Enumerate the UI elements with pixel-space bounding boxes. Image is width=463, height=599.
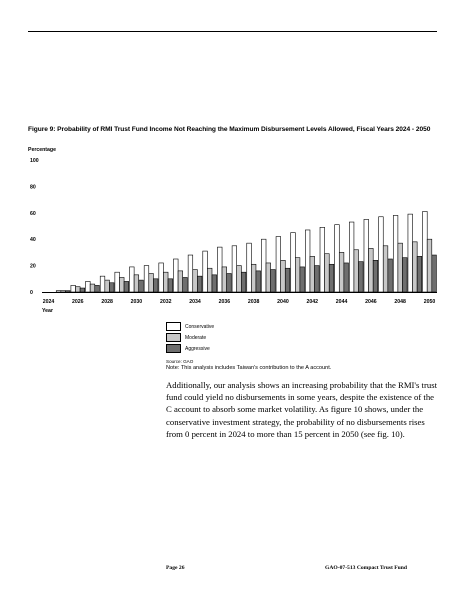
y-tick-label: 80 bbox=[30, 184, 36, 191]
x-tick-label: 2034 bbox=[189, 299, 201, 305]
legend-swatch-aggressive bbox=[166, 344, 181, 353]
bar-conservative-2040 bbox=[276, 237, 281, 292]
bar-moderate-2036 bbox=[222, 267, 227, 292]
bar-aggressive-2038 bbox=[256, 271, 261, 292]
bar-aggressive-2030 bbox=[139, 280, 144, 292]
bar-aggressive-2037 bbox=[241, 272, 246, 292]
bar-aggressive-2031 bbox=[153, 279, 158, 292]
bar-aggressive-2032 bbox=[168, 279, 173, 292]
bar-aggressive-2047 bbox=[388, 259, 393, 292]
x-tick-label: 2040 bbox=[277, 299, 289, 305]
bar-conservative-2025 bbox=[56, 291, 61, 292]
bar-moderate-2047 bbox=[383, 246, 388, 292]
bar-conservative-2027 bbox=[86, 281, 91, 292]
y-tick-label: 100 bbox=[30, 158, 39, 164]
footer-page-number: Page 26 bbox=[166, 565, 185, 571]
bar-conservative-2030 bbox=[130, 267, 135, 292]
legend-label-moderate: Moderate bbox=[185, 335, 207, 341]
bar-aggressive-2048 bbox=[402, 258, 407, 292]
legend-label-aggressive: Aggressive bbox=[185, 346, 210, 352]
bar-moderate-2038 bbox=[251, 264, 256, 292]
bar-aggressive-2050 bbox=[432, 255, 437, 292]
bar-moderate-2046 bbox=[369, 248, 374, 292]
bar-moderate-2039 bbox=[266, 263, 271, 292]
y-tick-labels bbox=[30, 158, 39, 296]
bar-conservative-2050 bbox=[423, 211, 428, 292]
y-tick-label: 40 bbox=[30, 237, 36, 244]
bar-moderate-2033 bbox=[178, 271, 183, 292]
bar-moderate-2034 bbox=[193, 270, 198, 292]
bar-aggressive-2043 bbox=[329, 264, 334, 292]
bar-aggressive-2027 bbox=[95, 285, 100, 292]
bar-conservative-2042 bbox=[305, 230, 310, 292]
bar-aggressive-2025 bbox=[65, 291, 70, 292]
legend-label-conservative: Conservative bbox=[185, 324, 215, 330]
x-tick-label: 2032 bbox=[159, 299, 172, 305]
bar-moderate-2048 bbox=[398, 243, 403, 292]
bar-conservative-2032 bbox=[159, 263, 164, 292]
figure-title: Figure 9: Probability of RMI Trust Fund Income Not Reaching the Maximum Disbursement Levels Allowed, Fiscal Years 2024 - 2050 bbox=[28, 126, 431, 133]
x-tick-label: 2048 bbox=[394, 299, 406, 305]
bar-aggressive-2034 bbox=[197, 276, 202, 292]
bar-moderate-2044 bbox=[339, 252, 344, 292]
bar-conservative-2037 bbox=[232, 246, 237, 292]
bar-conservative-2044 bbox=[335, 225, 340, 292]
x-tick-label: 2024 bbox=[42, 299, 55, 305]
bar-aggressive-2045 bbox=[359, 262, 364, 292]
bar-moderate-2045 bbox=[354, 250, 359, 292]
bar-conservative-2029 bbox=[115, 272, 120, 292]
note-line: Note: This analysis includes Taiwan's contribution to the A account. bbox=[166, 365, 332, 371]
bar-moderate-2025 bbox=[61, 291, 66, 292]
bar-moderate-2043 bbox=[325, 254, 330, 292]
bar-conservative-2047 bbox=[379, 217, 384, 292]
x-tick-label: 2038 bbox=[247, 299, 260, 305]
x-tick-label: 2042 bbox=[306, 299, 319, 305]
bar-moderate-2030 bbox=[134, 275, 139, 292]
bar-conservative-2045 bbox=[349, 222, 354, 292]
bars bbox=[56, 211, 436, 292]
y-axis-label: Percentage bbox=[28, 147, 56, 153]
footer-report-id: GAO-07-513 Compact Trust Fund bbox=[325, 565, 407, 571]
bar-conservative-2041 bbox=[291, 233, 296, 292]
bar-aggressive-2036 bbox=[227, 274, 232, 292]
bar-conservative-2039 bbox=[261, 239, 266, 292]
bar-aggressive-2028 bbox=[109, 283, 114, 292]
bar-aggressive-2035 bbox=[212, 275, 217, 292]
x-axis-label: Year bbox=[42, 308, 53, 314]
bar-aggressive-2049 bbox=[417, 256, 422, 292]
bar-moderate-2035 bbox=[207, 268, 212, 292]
bar-aggressive-2040 bbox=[285, 268, 290, 292]
y-tick-label: 60 bbox=[30, 210, 36, 217]
bar-conservative-2028 bbox=[100, 276, 105, 292]
bar-moderate-2040 bbox=[281, 260, 286, 292]
bar-conservative-2031 bbox=[144, 266, 149, 292]
source-line: Source: GAO bbox=[166, 359, 194, 364]
bar-conservative-2026 bbox=[71, 285, 76, 292]
bar-aggressive-2029 bbox=[124, 281, 129, 292]
legend-swatch-moderate bbox=[166, 333, 181, 342]
x-tick-label: 2028 bbox=[101, 299, 113, 305]
bar-conservative-2043 bbox=[320, 227, 325, 292]
bar-conservative-2033 bbox=[173, 259, 178, 292]
bar-conservative-2046 bbox=[364, 219, 369, 292]
bar-aggressive-2046 bbox=[373, 260, 378, 292]
bar-aggressive-2033 bbox=[183, 277, 188, 292]
x-tick-labels bbox=[43, 299, 436, 305]
y-tick-label: 0 bbox=[30, 290, 33, 296]
bar-aggressive-2026 bbox=[80, 288, 85, 292]
bar-moderate-2041 bbox=[295, 258, 300, 292]
bar-moderate-2029 bbox=[119, 277, 124, 292]
bar-moderate-2027 bbox=[90, 284, 95, 292]
body-paragraph: Additionally, our analysis shows an increasing probability that the RMI's trust fund could yield no disbursements in some years, despite the existence of the C account to absorb some market volatility. As figure 10 shows, under the conservative investment strategy, the probability of no disbursements rises from 0 percent in 2024 to more than 15 percent in 2050 (see fig. 10). bbox=[166, 380, 437, 439]
bar-moderate-2042 bbox=[310, 256, 315, 292]
bar-conservative-2035 bbox=[203, 251, 208, 292]
bar-aggressive-2041 bbox=[300, 267, 305, 292]
bar-conservative-2049 bbox=[408, 214, 413, 292]
x-tick-label: 2050 bbox=[423, 299, 436, 305]
bar-aggressive-2039 bbox=[271, 270, 276, 292]
legend-swatch-conservative bbox=[166, 322, 181, 331]
x-tick-label: 2030 bbox=[130, 299, 143, 305]
bar-moderate-2037 bbox=[237, 266, 242, 292]
bar-aggressive-2042 bbox=[315, 266, 320, 292]
bar-moderate-2049 bbox=[413, 242, 418, 292]
bar-conservative-2034 bbox=[188, 255, 193, 292]
bar-moderate-2028 bbox=[105, 280, 110, 292]
bar-moderate-2031 bbox=[149, 274, 154, 292]
x-tick-label: 2026 bbox=[72, 299, 84, 305]
x-tick-label: 2046 bbox=[365, 299, 377, 305]
bar-moderate-2032 bbox=[163, 272, 168, 292]
bar-aggressive-2044 bbox=[344, 263, 349, 292]
bar-conservative-2038 bbox=[247, 243, 252, 292]
bar-conservative-2048 bbox=[393, 215, 398, 292]
bar-moderate-2026 bbox=[76, 287, 81, 292]
x-tick-label: 2036 bbox=[218, 299, 231, 305]
bar-moderate-2050 bbox=[427, 239, 432, 292]
x-tick-label: 2044 bbox=[335, 299, 348, 305]
bar-conservative-2036 bbox=[217, 247, 222, 292]
y-tick-label: 20 bbox=[30, 263, 36, 270]
